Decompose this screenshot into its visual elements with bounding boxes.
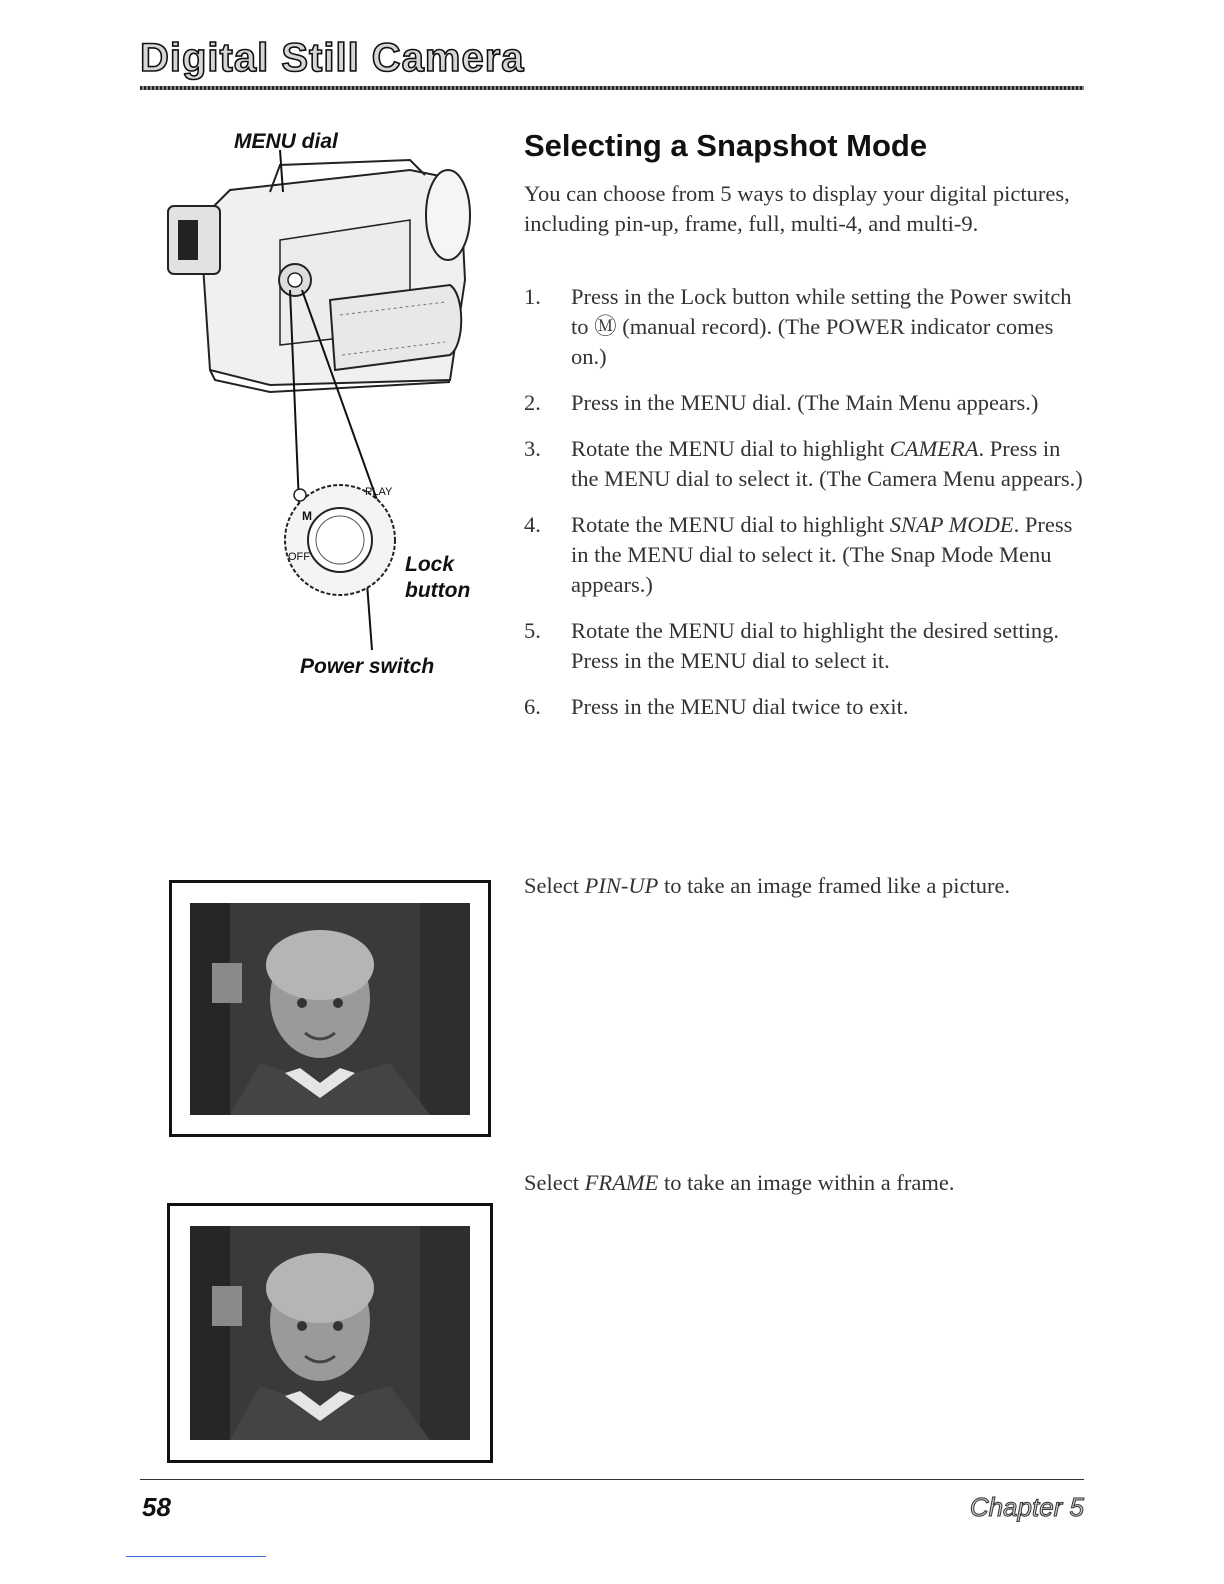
chapter-label: Chapter 5 xyxy=(969,1492,1084,1522)
frame-caption xyxy=(524,1170,954,1196)
step-number: 4. xyxy=(524,512,541,537)
step-5 xyxy=(524,616,1084,676)
step-text: Press in the Lock button while setting the Power switch to Ⓜ (manual record). (The POWER indicator comes on.) xyxy=(571,284,1072,369)
section-title: Selecting a Snapshot Mode xyxy=(524,128,928,163)
intro-paragraph: You can choose from 5 ways to display your digital pictures, including pin-up, frame, full, multi-4, and multi-9. xyxy=(524,181,1070,236)
svg-text:OFF: OFF xyxy=(288,551,310,563)
step-text-pre: Rotate the MENU dial to highlight xyxy=(571,512,890,537)
frame-photo xyxy=(190,1226,470,1440)
step-4 xyxy=(524,510,1084,600)
step-text: Press in the MENU dial twice to exit. xyxy=(571,694,909,719)
step-1 xyxy=(524,282,1084,372)
lock-label-line2: button xyxy=(405,579,471,602)
step-number: 6. xyxy=(524,694,541,719)
step-number: 5. xyxy=(524,618,541,643)
caption-emphasis: FRAME xyxy=(584,1170,659,1195)
lock-button-label xyxy=(405,552,470,604)
caption-pre: Select xyxy=(524,1170,585,1195)
step-2 xyxy=(524,388,1084,418)
pinup-photo xyxy=(190,903,470,1115)
page-header: Digital Still Camera xyxy=(140,36,525,80)
menu-dial-label: MENU dial xyxy=(234,130,338,153)
svg-text:M: M xyxy=(302,509,312,523)
lock-label-line1: Lock xyxy=(405,553,455,576)
child-photo-image xyxy=(190,903,470,1115)
svg-text:PLAY: PLAY xyxy=(365,486,393,498)
step-text-post: . Press in the MENU dial to select it. (The Snap Mode Menu appears.) xyxy=(571,512,1073,597)
step-text: Rotate the MENU dial to highlight the desired setting. Press in the MENU dial to select it. xyxy=(571,618,1060,673)
step-text: Press in the MENU dial. (The Main Menu appears.) xyxy=(571,390,1039,415)
header-rule xyxy=(140,86,1084,90)
step-text-post: . Press in the MENU dial to select it. (The Camera Menu appears.) xyxy=(571,436,1083,491)
step-text-pre: Rotate the MENU dial to highlight xyxy=(571,436,890,461)
caption-pre: Select xyxy=(524,873,585,898)
caption-post: to take an image framed like a picture. xyxy=(658,873,1011,898)
step-number: 2. xyxy=(524,390,541,415)
pinup-caption xyxy=(524,873,1010,899)
step-number: 1. xyxy=(524,284,541,309)
pinup-example-frame xyxy=(169,880,491,1137)
caption-emphasis: PIN-UP xyxy=(584,873,659,898)
step-6 xyxy=(524,692,1084,722)
steps-list xyxy=(524,282,1084,738)
frame-example-frame xyxy=(167,1203,493,1463)
power-switch-label: Power switch xyxy=(300,655,435,678)
camcorder-illustration xyxy=(160,130,500,690)
step-emphasis: SNAP MODE xyxy=(889,512,1014,537)
child-photo-image xyxy=(190,1226,470,1440)
page-number: 58 xyxy=(142,1492,171,1522)
step-3 xyxy=(524,434,1084,494)
step-emphasis: CAMERA xyxy=(889,436,979,461)
step-number: 3. xyxy=(524,436,541,461)
footer-rule xyxy=(140,1479,1084,1480)
caption-post: to take an image within a frame. xyxy=(658,1170,955,1195)
bottom-mark xyxy=(126,1556,266,1557)
